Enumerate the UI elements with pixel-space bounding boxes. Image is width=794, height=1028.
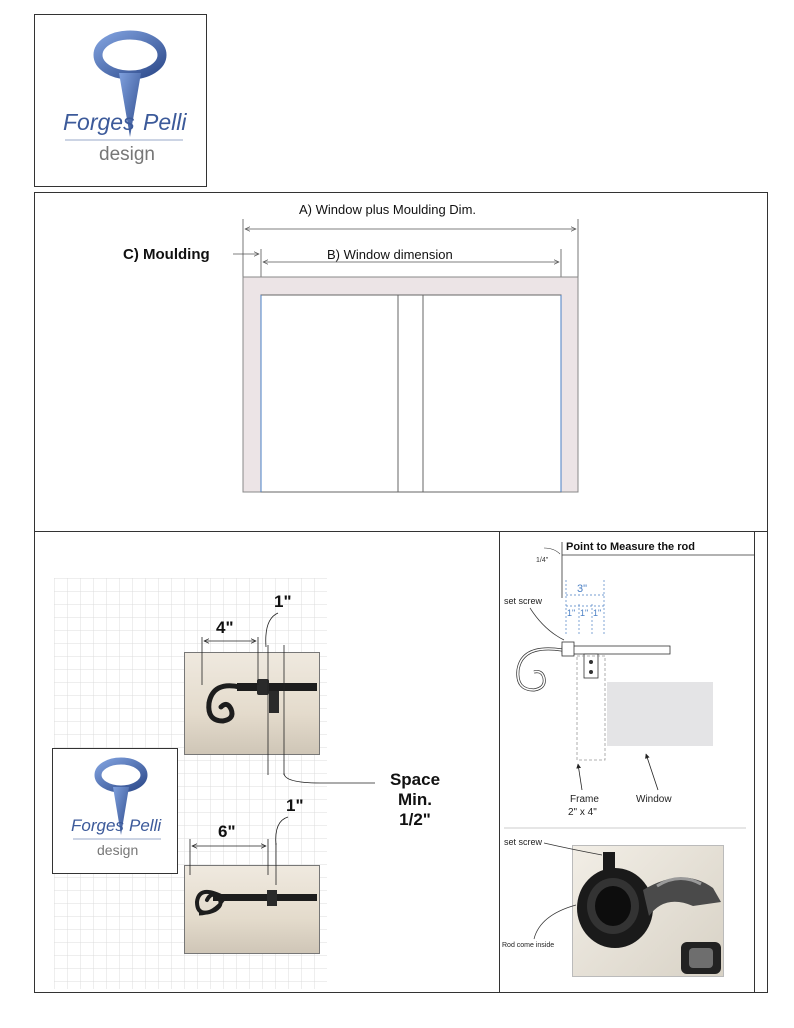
logo (35, 15, 206, 186)
bracket-set-screw-label: set screw (504, 837, 543, 847)
window-block (607, 682, 713, 746)
dim-bottom-gap: 1" (286, 796, 304, 815)
frame-line1: Frame (570, 794, 599, 805)
logo-brand-right: Pelli (143, 109, 187, 135)
label-c: C) Moulding (123, 246, 210, 263)
rod-dimensions (160, 585, 460, 885)
dim-bottom-width: 6" (218, 822, 236, 841)
logo-brand-left: Forges (63, 109, 135, 135)
label-b: B) Window dimension (327, 247, 453, 262)
one-b: 1" (580, 608, 589, 618)
label-a: A) Window plus Moulding Dim. (299, 202, 477, 217)
bracket-pointers (500, 835, 754, 955)
measure-diagram (500, 532, 754, 832)
logo2-sub: design (97, 842, 139, 858)
bracket-rod-inside-label: Rod come inside (502, 942, 555, 949)
quarter-inch: 1/4" (536, 557, 549, 564)
three-inch: 3" (577, 583, 588, 595)
one-c: 1" (593, 608, 602, 618)
space-line2: Min. (398, 790, 432, 809)
logo-box-secondary (52, 748, 178, 874)
logo2-brand-right: Pelli (129, 816, 162, 835)
set-screw-label: set screw (504, 596, 543, 606)
window-diagram-panel (34, 192, 768, 532)
dim-top-width: 4" (216, 618, 234, 637)
dim-top-gap: 1" (274, 592, 292, 611)
frame-line2: 2" x 4" (568, 807, 597, 818)
window-diagram (35, 193, 767, 531)
moulding-frame (243, 277, 578, 492)
space-line1: Space (389, 770, 441, 789)
logo2-brand-left: Forges (71, 816, 124, 835)
logo-sub: design (99, 144, 155, 165)
window-label: Window (636, 794, 672, 805)
space-line3: 1/2" (399, 810, 431, 829)
space-min-label (380, 770, 450, 830)
logo-secondary (53, 749, 177, 873)
measure-title: Point to Measure the rod (566, 541, 695, 553)
one-a: 1" (567, 608, 576, 618)
logo-box (34, 14, 207, 187)
